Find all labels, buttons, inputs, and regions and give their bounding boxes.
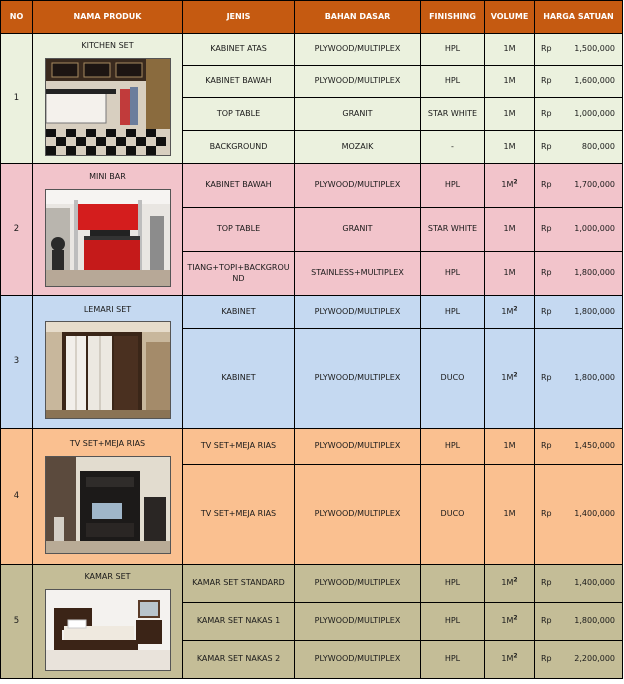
cell-material: PLYWOOD/MULTIPLEX [295,641,421,679]
cell-volume: $1M^2$ [485,296,535,329]
cell-material: PLYWOOD/MULTIPLEX [295,603,421,641]
cell-volume: $1M^2$ [485,329,535,429]
cell-price [535,641,623,679]
cell-type: KAMAR SET STANDARD [183,565,295,603]
product-number: 5 [1,565,33,679]
cell-finishing: HPL [421,164,485,208]
currency-label: Rp [541,306,552,316]
cell-volume: 1M [485,131,535,164]
cell-type: KABINET BAWAH [183,66,295,98]
currency-label: Rp [541,373,552,383]
cell-material: PLYWOOD/MULTIPLEX [295,66,421,98]
currency-label: Rp [541,108,552,118]
cell-finishing: HPL [421,603,485,641]
cell-finishing: HPL [421,252,485,296]
cell-price [535,131,623,164]
header-type: JENIS [183,1,295,34]
product-name: KITCHEN SET [81,41,134,51]
price-value: 1,700,000 [574,180,615,190]
product-number: 3 [1,296,33,429]
price-value: 800,000 [581,141,615,151]
cell-finishing: DUCO [421,329,485,429]
price-value: 1,400,000 [574,509,615,519]
header-volume: VOLUME [485,1,535,34]
price-value: 1,000,000 [574,224,615,234]
cell-finishing: HPL [421,641,485,679]
cell-price [535,34,623,66]
price-value: 2,200,000 [574,654,615,664]
lemari-set-photo [45,321,171,419]
cell-type: TIANG+TOPI+BACKGROUND [183,252,295,296]
cell-price [535,429,623,465]
cell-material: PLYWOOD/MULTIPLEX [295,34,421,66]
cell-price [535,565,623,603]
cell-volume: 1M [485,34,535,66]
cell-finishing: HPL [421,66,485,98]
cell-price [535,252,623,296]
cell-material: PLYWOOD/MULTIPLEX [295,465,421,565]
product-number: 2 [1,164,33,296]
price-value: 1,400,000 [574,578,615,588]
currency-label: Rp [541,180,552,190]
cell-finishing: HPL [421,34,485,66]
cell-volume: $1M^2$ [485,603,535,641]
cell-volume: 1M [485,66,535,98]
product-cell [33,296,183,429]
header-finishing: FINISHING [421,1,485,34]
currency-label: Rp [541,616,552,626]
currency-label: Rp [541,76,552,86]
cell-volume: $1M^2$ [485,641,535,679]
currency-label: Rp [541,509,552,519]
product-number: 4 [1,429,33,565]
cell-material: PLYWOOD/MULTIPLEX [295,164,421,208]
currency-label: Rp [541,268,552,278]
cell-type: TOP TABLE [183,98,295,131]
currency-label: Rp [541,441,552,451]
price-value: 1,450,000 [574,441,615,451]
price-value: 1,800,000 [574,373,615,383]
cell-type: TOP TABLE [183,208,295,252]
price-value: 1,600,000 [574,76,615,86]
product-name: TV SET+MEJA RIAS [69,439,146,449]
price-value: 1,800,000 [574,616,615,626]
currency-label: Rp [541,224,552,234]
cell-price [535,603,623,641]
table-row [1,296,623,329]
cell-type: KAMAR SET NAKAS 2 [183,641,295,679]
product-cell [33,164,183,296]
cell-type: KABINET [183,296,295,329]
cell-price [535,329,623,429]
cell-material: PLYWOOD/MULTIPLEX [295,565,421,603]
cell-type: BACKGROUND [183,131,295,164]
cell-material: GRANIT [295,208,421,252]
cell-material: GRANIT [295,98,421,131]
currency-label: Rp [541,654,552,664]
cell-finishing: HPL [421,429,485,465]
table-row [1,34,623,66]
kitchen-set-photo [45,58,171,156]
tv-set-photo [45,456,171,554]
mini-bar-photo [45,189,171,287]
cell-type: KABINET [183,329,295,429]
cell-price [535,465,623,565]
currency-label: Rp [541,578,552,588]
cell-finishing: - [421,131,485,164]
cell-finishing: HPL [421,296,485,329]
cell-material: PLYWOOD/MULTIPLEX [295,296,421,329]
cell-finishing: STAR WHITE [421,208,485,252]
currency-label: Rp [541,44,552,54]
product-cell [33,429,183,565]
currency-label: Rp [541,141,552,151]
product-name: LEMARI SET [83,304,132,314]
cell-price [535,98,623,131]
cell-type: KABINET ATAS [183,34,295,66]
price-value: 1,500,000 [574,44,615,54]
cell-material: PLYWOOD/MULTIPLEX [295,429,421,465]
price-value: 1,800,000 [574,306,615,316]
header-no: NO [1,1,33,34]
cell-type: KABINET BAWAH [183,164,295,208]
cell-material: STAINLESS+MULTIPLEX [295,252,421,296]
cell-volume: 1M [485,465,535,565]
table-row [1,429,623,465]
price-value: 1,800,000 [574,268,615,278]
cell-type: KAMAR SET NAKAS 1 [183,603,295,641]
product-number: 1 [1,34,33,164]
cell-finishing: DUCO [421,465,485,565]
cell-volume: $1M^2$ [485,565,535,603]
table-row [1,164,623,208]
cell-finishing: HPL [421,565,485,603]
header-row [1,1,623,34]
kamar-set-photo [45,589,171,671]
cell-price [535,296,623,329]
header-price: HARGA SATUAN [535,1,623,34]
cell-finishing: STAR WHITE [421,98,485,131]
header-product: NAMA PRODUK [33,1,183,34]
header-material: BAHAN DASAR [295,1,421,34]
cell-volume: 1M [485,429,535,465]
cell-type: TV SET+MEJA RIAS [183,429,295,465]
cell-price [535,208,623,252]
price-value: 1,000,000 [574,108,615,118]
product-name: KAMAR SET [84,572,131,582]
product-name: MINI BAR [89,172,126,182]
cell-volume: 1M [485,98,535,131]
cell-volume: $1M^2$ [485,164,535,208]
cell-volume: 1M [485,252,535,296]
cell-material: PLYWOOD/MULTIPLEX [295,329,421,429]
table-row [1,565,623,603]
cell-price [535,164,623,208]
cell-type: TV SET+MEJA RIAS [183,465,295,565]
product-cell [33,34,183,164]
cell-price [535,66,623,98]
cell-material: MOZAIK [295,131,421,164]
cell-volume: 1M [485,208,535,252]
product-cell [33,565,183,679]
